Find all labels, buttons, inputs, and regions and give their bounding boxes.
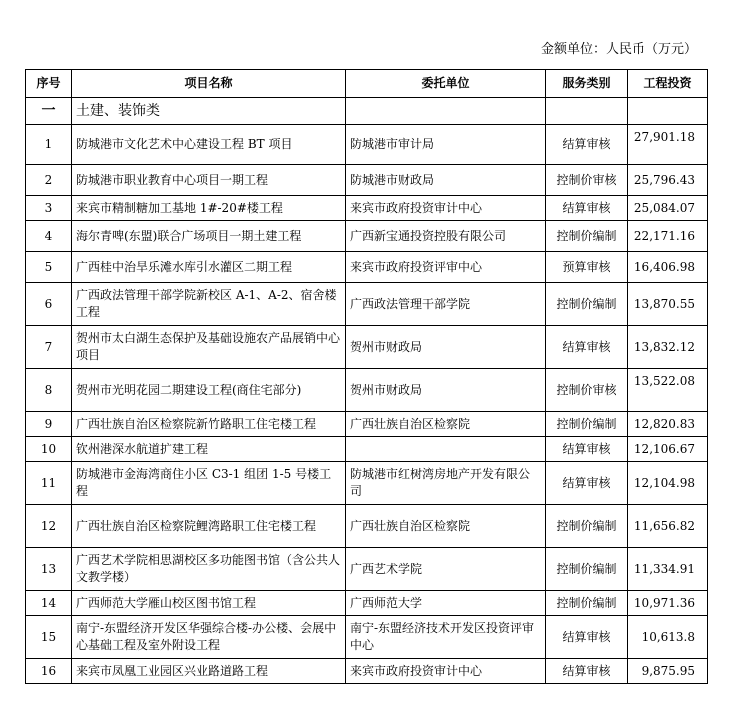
- investment-amount: 10,971.36: [628, 591, 708, 616]
- project-name: 防城港市文化艺术中心建设工程 BT 项目: [72, 125, 346, 165]
- client-unit: 广西政法管理干部学院: [346, 283, 546, 326]
- investment-amount: 11,334.91: [628, 548, 708, 591]
- service-type: 控制价审核: [546, 369, 628, 412]
- service-type: 结算审核: [546, 326, 628, 369]
- investment-amount: 22,171.16: [628, 221, 708, 252]
- service-type: 结算审核: [546, 616, 628, 659]
- table-row: [26, 659, 708, 684]
- investment-amount: 16,406.98: [628, 252, 708, 283]
- client-unit: [346, 437, 546, 462]
- project-name: 海尔青啤(东盟)联合广场项目一期土建工程: [72, 221, 346, 252]
- investment-amount: 25,084.07: [628, 196, 708, 221]
- row-number: 5: [26, 252, 72, 283]
- investment-amount: 13,870.55: [628, 283, 708, 326]
- service-type: 控制价编制: [546, 548, 628, 591]
- investment-amount: 12,104.98: [628, 462, 708, 505]
- client-unit: 来宾市政府投资审计中心: [346, 196, 546, 221]
- row-number: 2: [26, 165, 72, 196]
- section-row: [26, 98, 708, 125]
- table-header-row: [26, 70, 708, 98]
- row-number: 6: [26, 283, 72, 326]
- row-number: 12: [26, 505, 72, 548]
- amount-unit-note: 金额单位：人民币（万元）: [540, 42, 697, 57]
- header-project-name: 项目名称: [72, 70, 346, 98]
- project-name: 来宾市凤凰工业园区兴业路道路工程: [72, 659, 346, 684]
- investment-amount: 13,832.12: [628, 326, 708, 369]
- investment-amount: 25,796.43: [628, 165, 708, 196]
- row-number: 9: [26, 412, 72, 437]
- table-row: [26, 548, 708, 591]
- row-number: 13: [26, 548, 72, 591]
- service-type: 控制价编制: [546, 221, 628, 252]
- investment-amount: 12,106.67: [628, 437, 708, 462]
- investment-amount: 9,875.95: [628, 659, 708, 684]
- project-name: 来宾市精制糖加工基地 1#-20#楼工程: [72, 196, 346, 221]
- table-row: [26, 462, 708, 505]
- client-unit: 来宾市政府投资审计中心: [346, 659, 546, 684]
- table-row: [26, 437, 708, 462]
- client-unit: 南宁-东盟经济技术开发区投资评审中心: [346, 616, 546, 659]
- table-row: [26, 196, 708, 221]
- table-row: [26, 283, 708, 326]
- client-unit: 广西新宝通投资控股有限公司: [346, 221, 546, 252]
- section-empty-cell: [546, 98, 628, 125]
- table-row: [26, 221, 708, 252]
- investment-amount: 13,522.08: [628, 369, 708, 412]
- service-type: 预算审核: [546, 252, 628, 283]
- project-name: 广西壮族自治区检察院鲤湾路职工住宅楼工程: [72, 505, 346, 548]
- row-number: 15: [26, 616, 72, 659]
- client-unit: 广西壮族自治区检察院: [346, 505, 546, 548]
- table-row: [26, 165, 708, 196]
- table-row: [26, 616, 708, 659]
- table-row: [26, 326, 708, 369]
- client-unit: 贺州市财政局: [346, 326, 546, 369]
- row-number: 8: [26, 369, 72, 412]
- row-number: 4: [26, 221, 72, 252]
- client-unit: 防城港市审计局: [346, 125, 546, 165]
- project-name: 钦州港深水航道扩建工程: [72, 437, 346, 462]
- service-type: 控制价审核: [546, 165, 628, 196]
- header-service-type: 服务类别: [546, 70, 628, 98]
- project-name: 防城港市职业教育中心项目一期工程: [72, 165, 346, 196]
- project-name: 广西政法管理干部学院新校区 A-1、A-2、宿舍楼工程: [72, 283, 346, 326]
- table-row: [26, 591, 708, 616]
- service-type: 结算审核: [546, 196, 628, 221]
- table-row: [26, 125, 708, 165]
- client-unit: 贺州市财政局: [346, 369, 546, 412]
- table-row: [26, 412, 708, 437]
- table-body: [26, 98, 708, 684]
- project-name: 广西桂中治旱乐滩水库引水灌区二期工程: [72, 252, 346, 283]
- project-name: 贺州市太白湖生态保护及基础设施农产品展销中心项目: [72, 326, 346, 369]
- investment-amount: 11,656.82: [628, 505, 708, 548]
- client-unit: 广西师范大学: [346, 591, 546, 616]
- section-title: 土建、装饰类: [72, 98, 346, 125]
- service-type: 结算审核: [546, 462, 628, 505]
- row-number: 16: [26, 659, 72, 684]
- row-number: 7: [26, 326, 72, 369]
- investment-amount: 12,820.83: [628, 412, 708, 437]
- project-name: 防城港市金海湾商住小区 C3-1 组团 1-5 号楼工程: [72, 462, 346, 505]
- service-type: 控制价编制: [546, 412, 628, 437]
- service-type: 结算审核: [546, 125, 628, 165]
- header-investment: 工程投资: [628, 70, 708, 98]
- row-number: 14: [26, 591, 72, 616]
- client-unit: 广西壮族自治区检察院: [346, 412, 546, 437]
- row-number: 10: [26, 437, 72, 462]
- table-row: [26, 505, 708, 548]
- client-unit: 防城港市红树湾房地产开发有限公司: [346, 462, 546, 505]
- investment-amount: 10,613.8: [628, 616, 708, 659]
- table-row: [26, 369, 708, 412]
- project-name: 广西壮族自治区检察院新竹路职工住宅楼工程: [72, 412, 346, 437]
- project-name: 南宁-东盟经济开发区华强综合楼-办公楼、会展中心基础工程及室外附设工程: [72, 616, 346, 659]
- service-type: 结算审核: [546, 659, 628, 684]
- investment-amount: 27,901.18: [628, 125, 708, 165]
- project-table: [25, 69, 708, 684]
- service-type: 控制价编制: [546, 591, 628, 616]
- client-unit: 广西艺术学院: [346, 548, 546, 591]
- section-empty-cell: [628, 98, 708, 125]
- row-number: 1: [26, 125, 72, 165]
- service-type: 控制价编制: [546, 283, 628, 326]
- client-unit: 防城港市财政局: [346, 165, 546, 196]
- header-no: 序号: [26, 70, 72, 98]
- row-number: 11: [26, 462, 72, 505]
- service-type: 控制价编制: [546, 505, 628, 548]
- service-type: 结算审核: [546, 437, 628, 462]
- row-number: 3: [26, 196, 72, 221]
- section-empty-cell: [346, 98, 546, 125]
- section-number: 一: [26, 98, 72, 125]
- table-row: [26, 252, 708, 283]
- project-name: 广西师范大学雁山校区图书馆工程: [72, 591, 346, 616]
- header-client: 委托单位: [346, 70, 546, 98]
- project-name: 贺州市光明花园二期建设工程(商住宅部分): [72, 369, 346, 412]
- project-name: 广西艺术学院相思湖校区多功能图书馆（含公共人文教学楼）: [72, 548, 346, 591]
- client-unit: 来宾市政府投资评审中心: [346, 252, 546, 283]
